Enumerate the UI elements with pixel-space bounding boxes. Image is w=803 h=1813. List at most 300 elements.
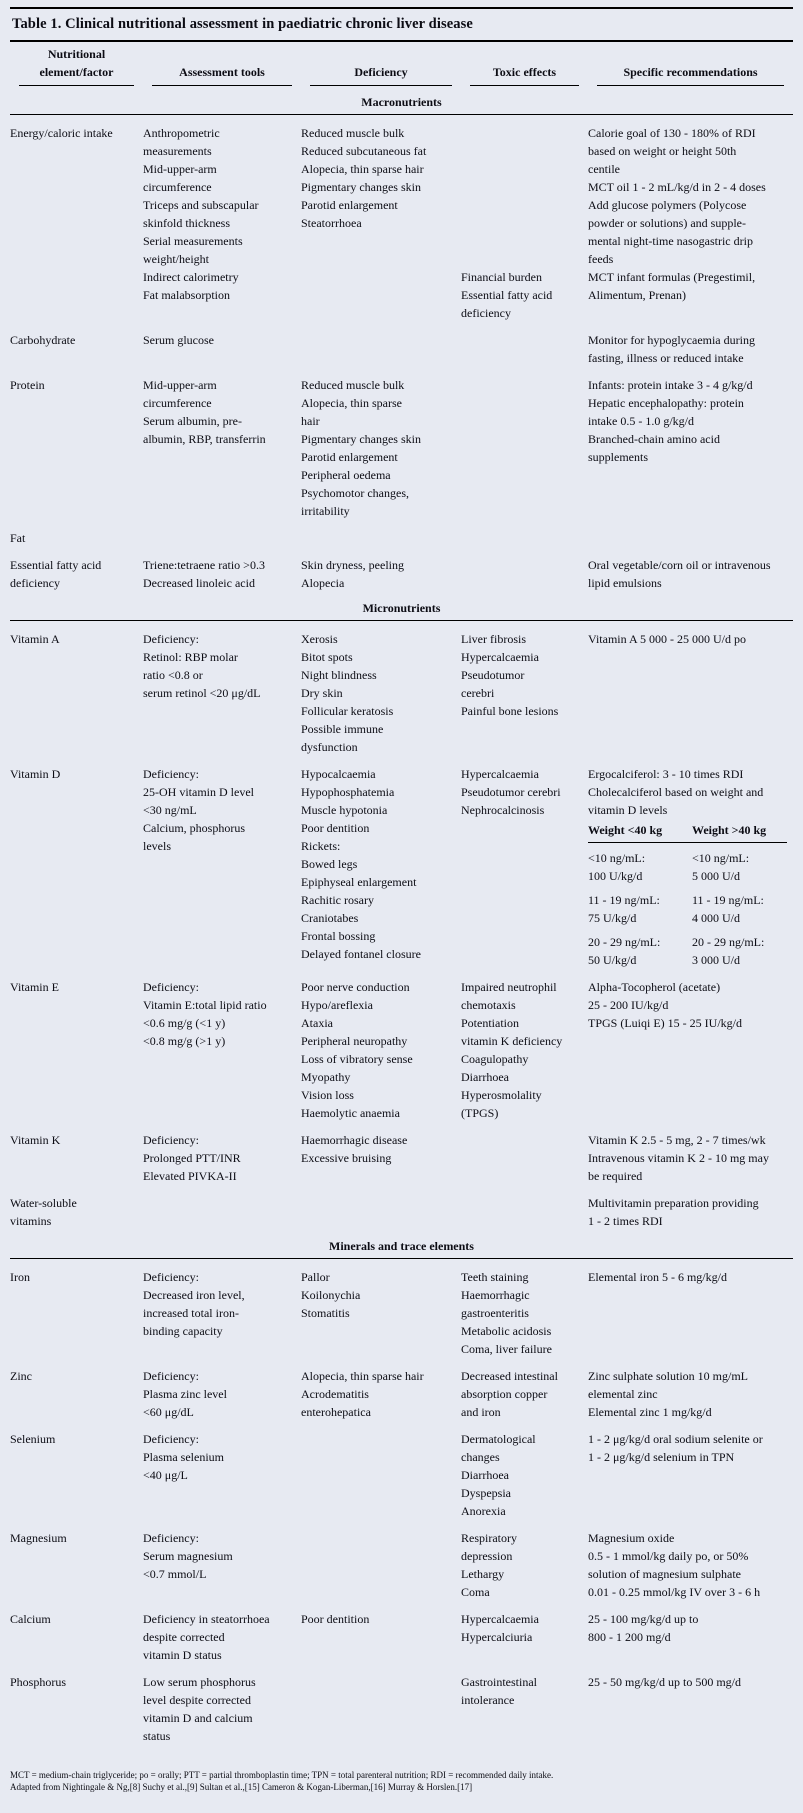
cell-line: Reduced muscle bulk xyxy=(301,378,405,392)
cell-line: Haemorrhagic xyxy=(461,1288,530,1302)
cell-line: Liver fibrosis xyxy=(461,632,526,646)
column-header-line: Assessment tools xyxy=(179,65,265,79)
cell-line: vitamins xyxy=(10,1214,52,1228)
column-header-line: element/factor xyxy=(39,65,114,79)
cell-line: Dermatological xyxy=(461,1432,536,1446)
column-header-line: Deficiency xyxy=(354,65,408,79)
top-rule xyxy=(10,7,793,9)
cell-line: skinfold thickness xyxy=(143,216,230,230)
cell-line: Follicular keratosis xyxy=(301,704,394,718)
cell-line: Parotid enlargement xyxy=(301,450,398,464)
cell-line: Indirect calorimetry xyxy=(143,270,239,284)
cell-line: Loss of vibratory sense xyxy=(301,1052,413,1066)
cell-line: Coma, liver failure xyxy=(461,1342,552,1356)
dosing-table-line: 11 - 19 ng/mL: xyxy=(588,893,660,907)
table-row xyxy=(10,765,793,969)
dosing-table-header: Weight >40 kg xyxy=(692,823,767,837)
cell-line: Koilonychia xyxy=(301,1288,361,1302)
cell-deficiency xyxy=(301,376,461,520)
column-header-line: Specific recommendations xyxy=(623,65,758,79)
cell-line: ratio <0.8 or xyxy=(143,668,203,682)
cell-deficiency xyxy=(301,1131,461,1185)
cell-line: Peripheral neuropathy xyxy=(301,1034,408,1048)
cell-line: gastroenteritis xyxy=(461,1306,529,1320)
cell-line: Calcium, phosphorus xyxy=(143,821,245,835)
dosing-table-line: 75 U/kg/d xyxy=(588,911,637,925)
cell-line: Low serum phosphorus xyxy=(143,1675,256,1689)
cell-line: Zinc sulphate solution 10 mg/mL xyxy=(588,1369,748,1383)
cell-assessment xyxy=(143,331,301,367)
cell-line: Deficiency: xyxy=(143,1369,199,1383)
cell-line: Epiphyseal enlargement xyxy=(301,875,417,889)
dosing-table-line: 50 U/kg/d xyxy=(588,953,637,967)
cell-line: Anorexia xyxy=(461,1504,506,1518)
cell-line: Nephrocalcinosis xyxy=(461,803,545,817)
cell-line: based on weight or height 50th xyxy=(588,144,737,158)
cell-line: Ataxia xyxy=(301,1016,333,1030)
column-header-5 xyxy=(597,63,784,86)
cell-toxic xyxy=(461,1673,588,1745)
cell-line: Decreased iron level, xyxy=(143,1288,245,1302)
cell-line: Alimentum, Prenan) xyxy=(588,288,686,302)
section-heading: Micronutrients xyxy=(10,596,793,621)
cell-line: serum retinol <20 μg/dL xyxy=(143,686,261,700)
cell-line: Add glucose polymers (Polycose xyxy=(588,198,747,212)
cell-line: Zinc xyxy=(10,1369,32,1383)
column-header-4 xyxy=(470,63,579,86)
cell-line: Deficiency: xyxy=(143,980,199,994)
cell-line: Alopecia, thin sparse hair xyxy=(301,1369,424,1383)
cell-line: albumin, RBP, transferrin xyxy=(143,432,266,446)
cell-assessment xyxy=(143,1131,301,1185)
cell-line: <40 μg/L xyxy=(143,1468,188,1482)
cell-assessment xyxy=(143,556,301,592)
cell-line: MCT infant formulas (Pregestimil, xyxy=(588,270,756,284)
cell-line: <30 ng/mL xyxy=(143,803,197,817)
cell-element xyxy=(10,331,143,367)
table-body xyxy=(10,90,793,1745)
section-heading: Minerals and trace elements xyxy=(10,1234,793,1259)
cell-deficiency xyxy=(301,630,461,756)
cell-line: Serum albumin, pre- xyxy=(143,414,242,428)
cell-element xyxy=(10,529,143,547)
cell-line: Dry skin xyxy=(301,686,343,700)
cell-element xyxy=(10,556,143,592)
cell-line: Vitamin A 5 000 - 25 000 U/d po xyxy=(588,632,746,646)
dosing-table-row xyxy=(588,933,787,969)
cell-line xyxy=(461,124,582,142)
table-row xyxy=(10,978,793,1122)
dosing-table-line: 100 U/kg/d xyxy=(588,869,643,883)
cell-line: Hypo/areflexia xyxy=(301,998,373,1012)
footnote-sources: Adapted from Nightingale & Ng,[8] Suchy et al.,[9] Sultan et al.,[15] Cameron & Kogan-Liberman,[16] Murray & Horslen.[17] xyxy=(10,1782,473,1792)
cell-deficiency xyxy=(301,1430,461,1520)
cell-line: Hepatic encephalopathy: protein xyxy=(588,396,744,410)
dosing-table-line: <10 ng/mL: xyxy=(692,851,750,865)
cell-line: Decreased intestinal xyxy=(461,1369,558,1383)
cell-deficiency xyxy=(301,529,461,547)
cell-line: Selenium xyxy=(10,1432,56,1446)
cell-line: Intravenous vitamin K 2 - 10 mg may xyxy=(588,1151,769,1165)
cell-deficiency xyxy=(301,765,461,969)
cell-line: Decreased linoleic acid xyxy=(143,576,255,590)
cell-recommendations xyxy=(588,1131,793,1185)
cell-line xyxy=(461,196,582,214)
table-row xyxy=(10,1367,793,1421)
cell-line: Painful bone lesions xyxy=(461,704,559,718)
cell-element xyxy=(10,978,143,1122)
table-row xyxy=(10,556,793,592)
cell-line: Vitamin E:total lipid ratio xyxy=(143,998,267,1012)
cell-line: Magnesium xyxy=(10,1531,67,1545)
cell-line: Deficiency: xyxy=(143,767,199,781)
cell-line: Vitamin D xyxy=(10,767,61,781)
cell-toxic xyxy=(461,630,588,756)
cell-line: Serial measurements xyxy=(143,234,243,248)
dosing-table-line: 5 000 U/d xyxy=(692,869,740,883)
column-header-3 xyxy=(310,63,452,86)
cell-recommendations xyxy=(588,1673,793,1745)
cell-toxic xyxy=(461,765,588,969)
cell-line: Steatorrhoea xyxy=(301,216,362,230)
cell-assessment xyxy=(143,1529,301,1601)
table-row xyxy=(10,1673,793,1745)
cell-line: Gastrointestinal xyxy=(461,1675,537,1689)
cell-line: depression xyxy=(461,1549,513,1563)
cell-line: Energy/caloric intake xyxy=(10,126,113,140)
cell-recommendations xyxy=(588,331,793,367)
cell-line: TPGS (Luiqi E) 15 - 25 IU/kg/d xyxy=(588,1016,742,1030)
cell-toxic xyxy=(461,978,588,1122)
cell-line: binding capacity xyxy=(143,1324,223,1338)
cell-line: Plasma zinc level xyxy=(143,1387,227,1401)
cell-line: Vitamin K xyxy=(10,1133,61,1147)
cell-line: levels xyxy=(143,839,171,853)
cell-toxic xyxy=(461,556,588,592)
cell-recommendations xyxy=(588,1430,793,1520)
column-header-1 xyxy=(19,45,134,86)
cell-toxic xyxy=(461,1194,588,1230)
column-header-2 xyxy=(152,63,292,86)
cell-line: lipid emulsions xyxy=(588,576,662,590)
cell-toxic xyxy=(461,1610,588,1664)
vitamin-d-dosing-table xyxy=(588,822,787,969)
cell-line: Serum glucose xyxy=(143,333,214,347)
cell-line: Vitamin E xyxy=(10,980,59,994)
table-row xyxy=(10,1430,793,1520)
cell-line: Acrodematitis xyxy=(301,1387,369,1401)
cell-line: Coma xyxy=(461,1585,490,1599)
cell-line: Delayed fontanel closure xyxy=(301,947,421,961)
cell-line xyxy=(461,214,582,232)
cell-line: Diarrhoea xyxy=(461,1070,509,1084)
cell-assessment xyxy=(143,124,301,322)
cell-line: (TPGS) xyxy=(461,1106,499,1120)
cell-line: Protein xyxy=(10,378,45,392)
cell-element xyxy=(10,765,143,969)
cell-deficiency xyxy=(301,1673,461,1745)
cell-line: Myopathy xyxy=(301,1070,351,1084)
cell-line: Teeth staining xyxy=(461,1270,529,1284)
cell-deficiency xyxy=(301,1268,461,1358)
cell-line: Skin dryness, peeling xyxy=(301,558,404,572)
dosing-table-cell xyxy=(692,933,787,969)
dosing-table-line: 4 000 U/d xyxy=(692,911,740,925)
cell-line: Hypophosphatemia xyxy=(301,785,395,799)
dosing-table-cell xyxy=(588,849,692,885)
cell-line: 1 - 2 μg/kg/d oral sodium selenite or xyxy=(588,1432,763,1446)
cell-line: absorption copper xyxy=(461,1387,548,1401)
cell-line: increased total iron- xyxy=(143,1306,239,1320)
cell-line: vitamin D levels xyxy=(588,803,668,817)
cell-toxic xyxy=(461,1367,588,1421)
cell-line: Vitamin A xyxy=(10,632,60,646)
cell-line: Magnesium oxide xyxy=(588,1531,675,1545)
cell-line: centile xyxy=(588,162,620,176)
cell-element xyxy=(10,376,143,520)
cell-line: Essential fatty acid xyxy=(10,558,102,572)
cell-line: 1 - 2 μg/kg/d selenium in TPN xyxy=(588,1450,735,1464)
cell-line: Fat xyxy=(10,531,26,545)
cell-line xyxy=(461,250,582,268)
cell-line: Dyspepsia xyxy=(461,1486,511,1500)
cell-line: 800 - 1 200 mg/d xyxy=(588,1630,671,1644)
cell-line: vitamin K deficiency xyxy=(461,1034,563,1048)
table-row xyxy=(10,1131,793,1185)
cell-element xyxy=(10,1131,143,1185)
dosing-table-line: 3 000 U/d xyxy=(692,953,740,967)
cell-line: Rickets: xyxy=(301,839,341,853)
cell-recommendations xyxy=(588,1268,793,1358)
cell-assessment xyxy=(143,1610,301,1664)
cell-line: Branched-chain amino acid xyxy=(588,432,720,446)
cell-element xyxy=(10,1529,143,1601)
cell-line: Hypercalcaemia xyxy=(461,1612,539,1626)
cell-toxic xyxy=(461,1430,588,1520)
cell-line: supplements xyxy=(588,450,648,464)
cell-line: Deficiency: xyxy=(143,1531,199,1545)
cell-line: 25-OH vitamin D level xyxy=(143,785,254,799)
cell-element xyxy=(10,124,143,322)
cell-line: Bitot spots xyxy=(301,650,353,664)
cell-line: vitamin D and calcium xyxy=(143,1711,253,1725)
cell-line: 0.01 - 0.25 mmol/kg IV over 3 - 6 h xyxy=(588,1585,761,1599)
cell-recommendations xyxy=(588,1529,793,1601)
cell-line: Water-soluble xyxy=(10,1196,77,1210)
cell-line: be required xyxy=(588,1169,643,1183)
cell-toxic xyxy=(461,376,588,520)
cell-element xyxy=(10,1268,143,1358)
cell-line xyxy=(461,142,582,160)
dosing-table-header-row xyxy=(588,822,787,843)
table-row xyxy=(10,1268,793,1358)
cell-line: Deficiency: xyxy=(143,1432,199,1446)
cell-line: 1 - 2 times RDI xyxy=(588,1214,663,1228)
cell-line: despite corrected xyxy=(143,1630,225,1644)
cell-line: circumference xyxy=(143,396,212,410)
cell-deficiency xyxy=(301,1529,461,1601)
cell-element xyxy=(10,1673,143,1745)
cell-line: Reduced subcutaneous fat xyxy=(301,144,427,158)
cell-line: measurements xyxy=(143,144,212,158)
section-heading: Macronutrients xyxy=(10,90,793,115)
cell-line: 25 - 50 mg/kg/d up to 500 mg/d xyxy=(588,1675,741,1689)
cell-deficiency xyxy=(301,1610,461,1664)
cell-deficiency xyxy=(301,556,461,592)
table-row xyxy=(10,529,793,547)
cell-line: Pigmentary changes skin xyxy=(301,432,421,446)
cell-recommendations xyxy=(588,978,793,1122)
cell-recommendations xyxy=(588,124,793,322)
cell-line: powder or solutions) and supple- xyxy=(588,216,746,230)
cell-line: Retinol: RBP molar xyxy=(143,650,238,664)
cell-line: Alopecia, thin sparse hair xyxy=(301,162,424,176)
cell-line: Triceps and subscapular xyxy=(143,198,259,212)
cell-line xyxy=(461,178,582,196)
cell-line: Alopecia xyxy=(301,576,345,590)
cell-line: 0.5 - 1 mmol/kg daily po, or 50% xyxy=(588,1549,749,1563)
cell-line: Elemental zinc 1 mg/kg/d xyxy=(588,1405,712,1419)
cell-line: Cholecalciferol based on weight and xyxy=(588,785,764,799)
cell-line: Triene:tetraene ratio >0.3 xyxy=(143,558,265,572)
cell-line: <0.6 mg/g (<1 y) xyxy=(143,1016,226,1030)
cell-line: solution of magnesium sulphate xyxy=(588,1567,741,1581)
cell-line: Metabolic acidosis xyxy=(461,1324,552,1338)
cell-line: Haemolytic anaemia xyxy=(301,1106,400,1120)
cell-assessment xyxy=(143,765,301,969)
dosing-table-cell xyxy=(588,933,692,969)
column-header-row xyxy=(10,42,793,86)
cell-line: Financial burden xyxy=(461,270,542,284)
table-row xyxy=(10,331,793,367)
footnote-abbreviations: MCT = medium-chain triglyceride; po = orally; PTT = partial thromboplastin time; TPN = total parenteral nutrition; RDI = recommended daily intake. xyxy=(10,1770,554,1780)
cell-line: intolerance xyxy=(461,1693,515,1707)
cell-element xyxy=(10,1430,143,1520)
cell-line: circumference xyxy=(143,180,212,194)
cell-line: Frontal bossing xyxy=(301,929,376,943)
cell-line: cerebri xyxy=(461,686,495,700)
cell-element xyxy=(10,1194,143,1230)
cell-line: Night blindness xyxy=(301,668,377,682)
dosing-table-header: Weight <40 kg xyxy=(588,823,663,837)
cell-line: Stomatitis xyxy=(301,1306,350,1320)
cell-line: Xerosis xyxy=(301,632,338,646)
table-row xyxy=(10,1194,793,1230)
cell-toxic xyxy=(461,1131,588,1185)
cell-line: <0.7 mmol/L xyxy=(143,1567,207,1581)
cell-line: Reduced muscle bulk xyxy=(301,126,405,140)
cell-recommendations xyxy=(588,630,793,756)
cell-line: Deficiency: xyxy=(143,1270,199,1284)
cell-line: Excessive bruising xyxy=(301,1151,392,1165)
cell-line: chemotaxis xyxy=(461,998,516,1012)
cell-line: Carbohydrate xyxy=(10,333,76,347)
cell-line: Fat malabsorption xyxy=(143,288,230,302)
cell-line: Deficiency: xyxy=(143,1133,199,1147)
cell-element xyxy=(10,1367,143,1421)
cell-line: weight/height xyxy=(143,252,209,266)
cell-line: Serum magnesium xyxy=(143,1549,233,1563)
table-row xyxy=(10,1529,793,1601)
cell-element xyxy=(10,630,143,756)
cell-line: Hypercalcaemia xyxy=(461,767,539,781)
column-header-line: Toxic effects xyxy=(492,65,557,79)
cell-line: <0.8 mg/g (>1 y) xyxy=(143,1034,226,1048)
dosing-table-cell xyxy=(588,891,692,927)
cell-line: 25 - 100 mg/kg/d up to xyxy=(588,1612,699,1626)
cell-line: Peripheral oedema xyxy=(301,468,391,482)
cell-deficiency xyxy=(301,331,461,367)
cell-assessment xyxy=(143,1268,301,1358)
cell-line: Mid-upper-arm xyxy=(143,162,217,176)
cell-line: Hypercalciuria xyxy=(461,1630,533,1644)
dosing-table-cell xyxy=(692,891,787,927)
cell-line: Alpha-Tocopherol (acetate) xyxy=(588,980,721,994)
cell-assessment xyxy=(143,630,301,756)
cell-line: Deficiency: xyxy=(143,632,199,646)
cell-line: Elevated PIVKA-II xyxy=(143,1169,237,1183)
cell-recommendations xyxy=(588,1367,793,1421)
cell-line: Elemental iron 5 - 6 mg/kg/d xyxy=(588,1270,727,1284)
cell-deficiency xyxy=(301,1367,461,1421)
cell-line: Calcium xyxy=(10,1612,51,1626)
dosing-table-line: 20 - 29 ng/mL: xyxy=(588,935,661,949)
cell-line: Infants: protein intake 3 - 4 g/kg/d xyxy=(588,378,753,392)
dosing-table-row xyxy=(588,891,787,927)
cell-line: dysfunction xyxy=(301,740,358,754)
cell-recommendations xyxy=(588,529,793,547)
table-row xyxy=(10,124,793,322)
cell-line xyxy=(461,160,582,178)
cell-line: Multivitamin preparation providing xyxy=(588,1196,759,1210)
cell-toxic xyxy=(461,529,588,547)
cell-line: deficiency xyxy=(461,306,511,320)
dosing-table-row xyxy=(588,849,787,885)
cell-line: and iron xyxy=(461,1405,501,1419)
cell-line: Bowed legs xyxy=(301,857,358,871)
cell-line: Phosphorus xyxy=(10,1675,67,1689)
table-title: Table 1. Clinical nutritional assessment in paediatric chronic liver disease xyxy=(12,16,473,32)
cell-line: Vision loss xyxy=(301,1088,354,1102)
cell-line: vitamin D status xyxy=(143,1648,222,1662)
cell-line: Pallor xyxy=(301,1270,330,1284)
cell-line: intake 0.5 - 1.0 g/kg/d xyxy=(588,414,694,428)
cell-assessment xyxy=(143,376,301,520)
cell-element xyxy=(10,1610,143,1664)
cell-line: Plasma selenium xyxy=(143,1450,224,1464)
column-header-line: Nutritional xyxy=(47,47,106,61)
cell-line: Possible immune xyxy=(301,722,384,736)
cell-line: Poor dentition xyxy=(301,821,370,835)
dosing-table-cell xyxy=(692,849,787,885)
cell-line: Alopecia, thin sparse xyxy=(301,396,402,410)
cell-line: Haemorrhagic disease xyxy=(301,1133,408,1147)
cell-line: mental night-time nasogastric drip xyxy=(588,234,753,248)
cell-assessment xyxy=(143,978,301,1122)
cell-line: feeds xyxy=(588,252,614,266)
cell-assessment xyxy=(143,529,301,547)
cell-recommendations xyxy=(588,376,793,520)
cell-line xyxy=(461,232,582,250)
cell-line: Essential fatty acid xyxy=(461,288,553,302)
cell-line: Iron xyxy=(10,1270,30,1284)
cell-line: Hypocalcaemia xyxy=(301,767,376,781)
cell-line: Vitamin K 2.5 - 5 mg, 2 - 7 times/wk xyxy=(588,1133,766,1147)
cell-line: elemental zinc xyxy=(588,1387,658,1401)
cell-line: Hyperosmolality xyxy=(461,1088,542,1102)
cell-recommendations xyxy=(588,765,793,969)
cell-line: Muscle hypotonia xyxy=(301,803,388,817)
